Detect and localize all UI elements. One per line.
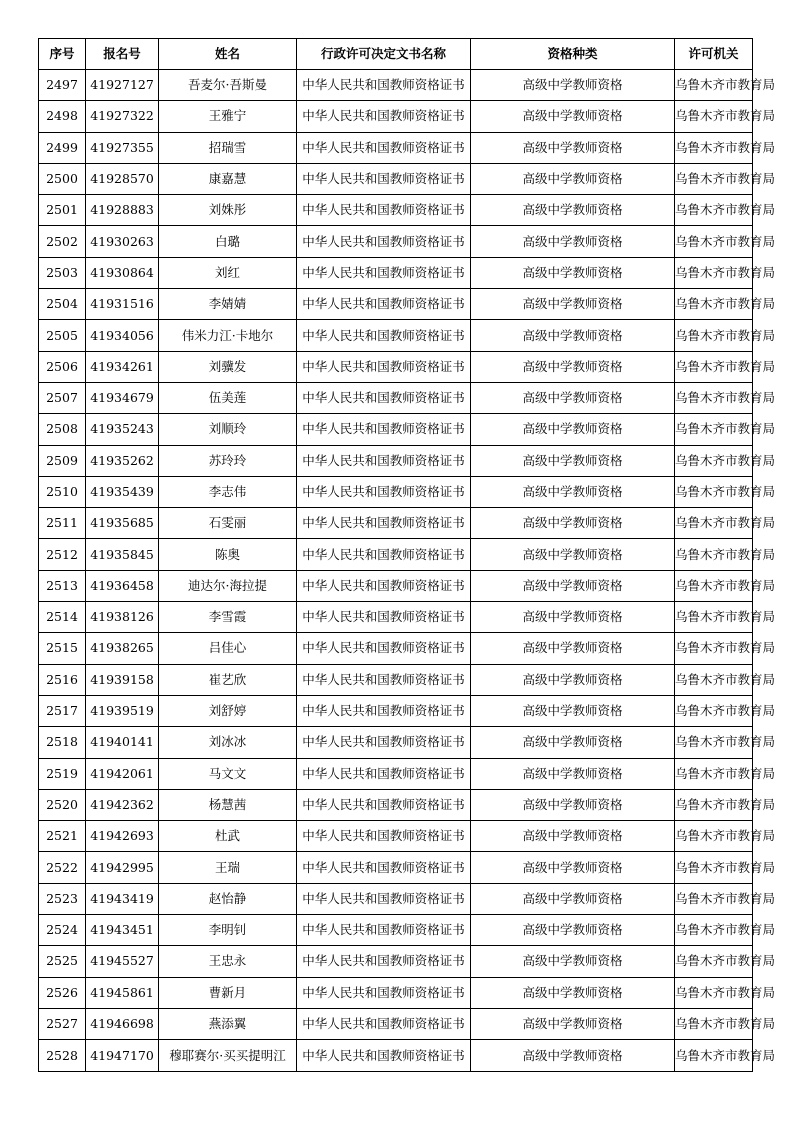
cell-qualification-type: 高级中学教师资格	[471, 946, 675, 977]
cell-document-name: 中华人民共和国教师资格证书	[297, 195, 471, 226]
cell-qualification-type: 高级中学教师资格	[471, 257, 675, 288]
table-row	[39, 195, 753, 226]
cell-qualification-type: 高级中学教师资格	[471, 570, 675, 601]
cell-registration-number: 41935685	[86, 508, 159, 539]
table-row	[39, 602, 753, 633]
cell-name: 康嘉慧	[159, 163, 297, 194]
cell-name: 吕佳心	[159, 633, 297, 664]
cell-serial-number: 2516	[39, 664, 86, 695]
cell-name: 马文文	[159, 758, 297, 789]
cell-document-name: 中华人民共和国教师资格证书	[297, 883, 471, 914]
cell-name: 陈奥	[159, 539, 297, 570]
cell-registration-number: 41935262	[86, 445, 159, 476]
cell-licensing-authority: 乌鲁木齐市教育局	[675, 852, 753, 883]
cell-qualification-type: 高级中学教师资格	[471, 758, 675, 789]
cell-qualification-type: 高级中学教师资格	[471, 1008, 675, 1039]
cell-licensing-authority: 乌鲁木齐市教育局	[675, 70, 753, 101]
table-row	[39, 946, 753, 977]
cell-licensing-authority: 乌鲁木齐市教育局	[675, 946, 753, 977]
cell-qualification-type: 高级中学教师资格	[471, 727, 675, 758]
cell-serial-number: 2515	[39, 633, 86, 664]
cell-serial-number: 2506	[39, 351, 86, 382]
cell-qualification-type: 高级中学教师资格	[471, 852, 675, 883]
cell-registration-number: 41946698	[86, 1008, 159, 1039]
cell-serial-number: 2517	[39, 695, 86, 726]
cell-licensing-authority: 乌鲁木齐市教育局	[675, 382, 753, 413]
cell-registration-number: 41936458	[86, 570, 159, 601]
cell-registration-number: 41928883	[86, 195, 159, 226]
table-row	[39, 508, 753, 539]
table-row	[39, 695, 753, 726]
cell-document-name: 中华人民共和国教师资格证书	[297, 570, 471, 601]
cell-registration-number: 41928570	[86, 163, 159, 194]
cell-name: 崔艺欣	[159, 664, 297, 695]
table-row	[39, 915, 753, 946]
cell-name: 伟米力江·卡地尔	[159, 320, 297, 351]
table-row	[39, 132, 753, 163]
cell-document-name: 中华人民共和国教师资格证书	[297, 946, 471, 977]
cell-document-name: 中华人民共和国教师资格证书	[297, 132, 471, 163]
cell-licensing-authority: 乌鲁木齐市教育局	[675, 664, 753, 695]
cell-registration-number: 41934261	[86, 351, 159, 382]
cell-licensing-authority: 乌鲁木齐市教育局	[675, 883, 753, 914]
table-row	[39, 320, 753, 351]
cell-qualification-type: 高级中学教师资格	[471, 132, 675, 163]
cell-document-name: 中华人民共和国教师资格证书	[297, 320, 471, 351]
cell-document-name: 中华人民共和国教师资格证书	[297, 633, 471, 664]
cell-serial-number: 2508	[39, 414, 86, 445]
cell-name: 招瑞雪	[159, 132, 297, 163]
table-row	[39, 70, 753, 101]
cell-qualification-type: 高级中学教师资格	[471, 195, 675, 226]
cell-registration-number: 41927127	[86, 70, 159, 101]
cell-name: 穆耶赛尔·买买提明江	[159, 1040, 297, 1072]
cell-registration-number: 41942061	[86, 758, 159, 789]
cell-licensing-authority: 乌鲁木齐市教育局	[675, 101, 753, 132]
cell-qualification-type: 高级中学教师资格	[471, 70, 675, 101]
cell-registration-number: 41930263	[86, 226, 159, 257]
cell-qualification-type: 高级中学教师资格	[471, 382, 675, 413]
cell-registration-number: 41938126	[86, 602, 159, 633]
table-row	[39, 101, 753, 132]
cell-licensing-authority: 乌鲁木齐市教育局	[675, 508, 753, 539]
cell-qualification-type: 高级中学教师资格	[471, 821, 675, 852]
cell-qualification-type: 高级中学教师资格	[471, 977, 675, 1008]
cell-qualification-type: 高级中学教师资格	[471, 508, 675, 539]
cell-licensing-authority: 乌鲁木齐市教育局	[675, 602, 753, 633]
cell-licensing-authority: 乌鲁木齐市教育局	[675, 320, 753, 351]
cell-qualification-type: 高级中学教师资格	[471, 101, 675, 132]
cell-document-name: 中华人民共和国教师资格证书	[297, 695, 471, 726]
cell-registration-number: 41927322	[86, 101, 159, 132]
cell-name: 伍美莲	[159, 382, 297, 413]
cell-licensing-authority: 乌鲁木齐市教育局	[675, 695, 753, 726]
cell-serial-number: 2502	[39, 226, 86, 257]
cell-document-name: 中华人民共和国教师资格证书	[297, 257, 471, 288]
cell-licensing-authority: 乌鲁木齐市教育局	[675, 915, 753, 946]
cell-registration-number: 41939519	[86, 695, 159, 726]
cell-serial-number: 2500	[39, 163, 86, 194]
cell-serial-number: 2511	[39, 508, 86, 539]
cell-name: 杨慧茜	[159, 789, 297, 820]
cell-registration-number: 41931516	[86, 289, 159, 320]
cell-serial-number: 2519	[39, 758, 86, 789]
header-name: 姓名	[159, 39, 297, 70]
table-header-row	[39, 39, 753, 70]
table-row	[39, 727, 753, 758]
cell-registration-number: 41942693	[86, 821, 159, 852]
cell-name: 迪达尔·海拉提	[159, 570, 297, 601]
cell-licensing-authority: 乌鲁木齐市教育局	[675, 570, 753, 601]
cell-licensing-authority: 乌鲁木齐市教育局	[675, 289, 753, 320]
cell-qualification-type: 高级中学教师资格	[471, 226, 675, 257]
cell-licensing-authority: 乌鲁木齐市教育局	[675, 163, 753, 194]
cell-qualification-type: 高级中学教师资格	[471, 445, 675, 476]
cell-licensing-authority: 乌鲁木齐市教育局	[675, 539, 753, 570]
cell-qualification-type: 高级中学教师资格	[471, 1040, 675, 1072]
cell-serial-number: 2497	[39, 70, 86, 101]
cell-name: 燕添翼	[159, 1008, 297, 1039]
cell-qualification-type: 高级中学教师资格	[471, 602, 675, 633]
table-row	[39, 445, 753, 476]
cell-document-name: 中华人民共和国教师资格证书	[297, 101, 471, 132]
cell-qualification-type: 高级中学教师资格	[471, 695, 675, 726]
cell-name: 王忠永	[159, 946, 297, 977]
cell-serial-number: 2522	[39, 852, 86, 883]
cell-registration-number: 41943419	[86, 883, 159, 914]
cell-licensing-authority: 乌鲁木齐市教育局	[675, 414, 753, 445]
table-row	[39, 1040, 753, 1072]
cell-document-name: 中华人民共和国教师资格证书	[297, 289, 471, 320]
table-row	[39, 789, 753, 820]
cell-name: 苏玲玲	[159, 445, 297, 476]
table-row	[39, 852, 753, 883]
cell-registration-number: 41945527	[86, 946, 159, 977]
cell-licensing-authority: 乌鲁木齐市教育局	[675, 1040, 753, 1072]
cell-name: 王雅宁	[159, 101, 297, 132]
cell-licensing-authority: 乌鲁木齐市教育局	[675, 977, 753, 1008]
cell-serial-number: 2503	[39, 257, 86, 288]
cell-licensing-authority: 乌鲁木齐市教育局	[675, 226, 753, 257]
cell-serial-number: 2509	[39, 445, 86, 476]
cell-document-name: 中华人民共和国教师资格证书	[297, 789, 471, 820]
cell-serial-number: 2523	[39, 883, 86, 914]
header-document-name: 行政许可决定文书名称	[297, 39, 471, 70]
cell-licensing-authority: 乌鲁木齐市教育局	[675, 727, 753, 758]
table-row	[39, 382, 753, 413]
cell-serial-number: 2507	[39, 382, 86, 413]
cell-licensing-authority: 乌鲁木齐市教育局	[675, 1008, 753, 1039]
cell-registration-number: 41934056	[86, 320, 159, 351]
cell-name: 李婧婧	[159, 289, 297, 320]
cell-registration-number: 41939158	[86, 664, 159, 695]
cell-serial-number: 2505	[39, 320, 86, 351]
table-row	[39, 664, 753, 695]
cell-document-name: 中华人民共和国教师资格证书	[297, 602, 471, 633]
cell-document-name: 中华人民共和国教师资格证书	[297, 1040, 471, 1072]
cell-name: 李雪霞	[159, 602, 297, 633]
cell-document-name: 中华人民共和国教师资格证书	[297, 539, 471, 570]
table-row	[39, 977, 753, 1008]
cell-name: 李志伟	[159, 476, 297, 507]
table-body	[39, 70, 776, 1072]
table-row	[39, 257, 753, 288]
cell-registration-number: 41930864	[86, 257, 159, 288]
cell-licensing-authority: 乌鲁木齐市教育局	[675, 789, 753, 820]
table-row	[39, 163, 753, 194]
table-row	[39, 414, 753, 445]
cell-qualification-type: 高级中学教师资格	[471, 289, 675, 320]
cell-registration-number: 41934679	[86, 382, 159, 413]
table-row	[39, 883, 753, 914]
header-licensing-authority: 许可机关	[675, 39, 753, 70]
cell-qualification-type: 高级中学教师资格	[471, 883, 675, 914]
cell-registration-number: 41943451	[86, 915, 159, 946]
cell-serial-number: 2526	[39, 977, 86, 1008]
cell-serial-number: 2513	[39, 570, 86, 601]
cell-registration-number: 41935845	[86, 539, 159, 570]
cell-document-name: 中华人民共和国教师资格证书	[297, 821, 471, 852]
table-row	[39, 289, 753, 320]
cell-document-name: 中华人民共和国教师资格证书	[297, 1008, 471, 1039]
cell-licensing-authority: 乌鲁木齐市教育局	[675, 445, 753, 476]
cell-registration-number: 41947170	[86, 1040, 159, 1072]
cell-name: 石雯丽	[159, 508, 297, 539]
cell-serial-number: 2510	[39, 476, 86, 507]
cell-qualification-type: 高级中学教师资格	[471, 351, 675, 382]
cell-registration-number: 41938265	[86, 633, 159, 664]
cell-name: 曹新月	[159, 977, 297, 1008]
cell-qualification-type: 高级中学教师资格	[471, 915, 675, 946]
cell-document-name: 中华人民共和国教师资格证书	[297, 226, 471, 257]
table-row	[39, 351, 753, 382]
cell-qualification-type: 高级中学教师资格	[471, 476, 675, 507]
cell-document-name: 中华人民共和国教师资格证书	[297, 382, 471, 413]
cell-document-name: 中华人民共和国教师资格证书	[297, 508, 471, 539]
cell-registration-number: 41935243	[86, 414, 159, 445]
cell-document-name: 中华人民共和国教师资格证书	[297, 414, 471, 445]
cell-document-name: 中华人民共和国教师资格证书	[297, 727, 471, 758]
cell-document-name: 中华人民共和国教师资格证书	[297, 163, 471, 194]
cell-document-name: 中华人民共和国教师资格证书	[297, 664, 471, 695]
cell-name: 刘冰冰	[159, 727, 297, 758]
cell-registration-number: 41940141	[86, 727, 159, 758]
cell-document-name: 中华人民共和国教师资格证书	[297, 70, 471, 101]
table-row	[39, 1008, 753, 1039]
cell-registration-number: 41942362	[86, 789, 159, 820]
table-row	[39, 476, 753, 507]
cell-serial-number: 2527	[39, 1008, 86, 1039]
cell-serial-number: 2524	[39, 915, 86, 946]
cell-document-name: 中华人民共和国教师资格证书	[297, 476, 471, 507]
cell-name: 赵怡静	[159, 883, 297, 914]
table-row	[39, 633, 753, 664]
cell-qualification-type: 高级中学教师资格	[471, 664, 675, 695]
cell-serial-number: 2499	[39, 132, 86, 163]
header-qualification-type: 资格种类	[471, 39, 675, 70]
header-registration-number: 报名号	[86, 39, 159, 70]
cell-name: 刘舒婷	[159, 695, 297, 726]
cell-name: 刘骥发	[159, 351, 297, 382]
teacher-certification-table	[38, 38, 776, 1072]
cell-name: 刘姝彤	[159, 195, 297, 226]
cell-licensing-authority: 乌鲁木齐市教育局	[675, 476, 753, 507]
cell-qualification-type: 高级中学教师资格	[471, 163, 675, 194]
cell-serial-number: 2528	[39, 1040, 86, 1072]
cell-serial-number: 2504	[39, 289, 86, 320]
cell-qualification-type: 高级中学教师资格	[471, 539, 675, 570]
header-serial-number: 序号	[39, 39, 86, 70]
cell-serial-number: 2518	[39, 727, 86, 758]
cell-qualification-type: 高级中学教师资格	[471, 414, 675, 445]
cell-serial-number: 2501	[39, 195, 86, 226]
cell-qualification-type: 高级中学教师资格	[471, 789, 675, 820]
cell-licensing-authority: 乌鲁木齐市教育局	[675, 195, 753, 226]
cell-registration-number: 41927355	[86, 132, 159, 163]
cell-serial-number: 2498	[39, 101, 86, 132]
table-row	[39, 226, 753, 257]
cell-qualification-type: 高级中学教师资格	[471, 320, 675, 351]
cell-document-name: 中华人民共和国教师资格证书	[297, 977, 471, 1008]
cell-registration-number: 41942995	[86, 852, 159, 883]
cell-document-name: 中华人民共和国教师资格证书	[297, 351, 471, 382]
table-row	[39, 570, 753, 601]
cell-document-name: 中华人民共和国教师资格证书	[297, 758, 471, 789]
cell-name: 李明钊	[159, 915, 297, 946]
cell-serial-number: 2512	[39, 539, 86, 570]
cell-name: 吾麦尔·吾斯曼	[159, 70, 297, 101]
cell-serial-number: 2521	[39, 821, 86, 852]
cell-licensing-authority: 乌鲁木齐市教育局	[675, 132, 753, 163]
table-row	[39, 821, 753, 852]
cell-name: 刘红	[159, 257, 297, 288]
cell-document-name: 中华人民共和国教师资格证书	[297, 445, 471, 476]
cell-licensing-authority: 乌鲁木齐市教育局	[675, 821, 753, 852]
cell-licensing-authority: 乌鲁木齐市教育局	[675, 351, 753, 382]
cell-document-name: 中华人民共和国教师资格证书	[297, 852, 471, 883]
cell-licensing-authority: 乌鲁木齐市教育局	[675, 257, 753, 288]
cell-serial-number: 2514	[39, 602, 86, 633]
cell-serial-number: 2520	[39, 789, 86, 820]
cell-document-name: 中华人民共和国教师资格证书	[297, 915, 471, 946]
cell-licensing-authority: 乌鲁木齐市教育局	[675, 758, 753, 789]
cell-licensing-authority: 乌鲁木齐市教育局	[675, 633, 753, 664]
cell-serial-number: 2525	[39, 946, 86, 977]
cell-name: 王瑞	[159, 852, 297, 883]
cell-qualification-type: 高级中学教师资格	[471, 633, 675, 664]
table-row	[39, 539, 753, 570]
cell-name: 白璐	[159, 226, 297, 257]
cell-registration-number: 41935439	[86, 476, 159, 507]
table-row	[39, 758, 753, 789]
cell-name: 杜武	[159, 821, 297, 852]
cell-name: 刘顺玲	[159, 414, 297, 445]
cell-registration-number: 41945861	[86, 977, 159, 1008]
